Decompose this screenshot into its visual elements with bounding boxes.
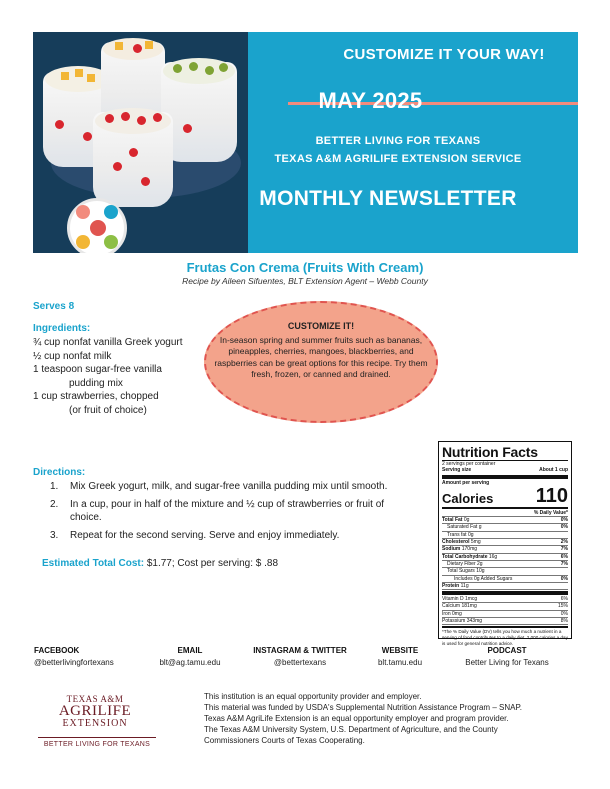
contact-instagram-twitter: INSTAGRAM & TWITTER @bettertexans [240,646,360,667]
nutrient-row: Includes 0g Added Sugars 0% [442,576,568,583]
direction-step: 2. In a cup, pour in half of the mixture and ½ cup of strawberries or fruit of choice. [50,499,385,523]
customize-callout-text: In-season spring and summer fruits such as bananas, pineapples, cherries, mangoes, blackberries, and raspberries can be great options for this recipe. Try them fresh, frozen, or canned and drained. [214,334,428,379]
nutrient-row: Saturated Fat g 0% [442,524,568,531]
ingredient-item: 1 cup strawberries, chopped [33,391,159,402]
directions-heading: Directions: [33,467,86,478]
direction-step: 1. Mix Greek yogurt, milk, and sugar-free vanilla pudding mix until smooth. [50,481,388,492]
ingredient-item: 1 teaspoon sugar-free vanilla [33,364,162,375]
nutrient-row: Protein 11g [442,583,568,590]
contact-facebook: FACEBOOK @betterlivingfortexans [34,646,144,667]
nutrient-row: Cholesterol 5mg 2% [442,539,568,546]
disclaimer-line: The Texas A&M University System, U.S. Department of Agriculture, and the County [204,725,498,734]
vitamin-row: Calcium 181mg 15% [442,603,568,610]
cost-label: Estimated Total Cost: [42,558,145,569]
customize-callout-heading: CUSTOMIZE IT! [287,321,355,331]
ingredients-heading: Ingredients: [33,323,91,334]
contact-podcast: PODCAST Better Living for Texans [447,646,567,667]
daily-value-label: % Daily Value* [442,510,568,517]
newsletter-heading: MONTHLY NEWSLETTER [259,187,517,210]
contact-email: EMAIL blt@ag.tamu.edu [150,646,230,667]
podcast-link[interactable]: Better Living for Texans [465,658,549,667]
disclaimer [204,691,584,746]
website-link[interactable]: blt.tamu.edu [377,658,423,667]
month-heading: MAY 2025 [318,88,423,113]
nutrient-row: Dietary Fiber 2g 7% [442,561,568,568]
ingredients-list [33,336,183,417]
vitamin-row: Vitamin D 1mcg 6% [442,596,568,603]
customize-heading: CUSTOMIZE IT YOUR WAY! [343,46,545,63]
nutrition-title: Nutrition Facts [442,444,538,460]
recipe-title: Frutas Con Crema (Fruits With Cream) [186,260,424,275]
ingredient-item: (or fruit of choice) [69,404,147,416]
amount-per-serving: Amount per serving [442,479,490,486]
ingredient-item: pudding mix [69,377,123,389]
estimated-cost [42,558,278,569]
disclaimer-line: Commissioners Courts of Texas Cooperating. [204,736,365,745]
serves-label: Serves 8 [33,301,75,312]
nutrition-footnote: *The % Daily Value (DV) tells you how much a nutrient in a serving of food contributes to a daily diet. 2,000 calories a day is used for general nutrition advice. [442,629,568,646]
nutrition-facts-panel [438,441,572,646]
directions-list [50,480,410,547]
nutrient-row: Total Fat 0g 0% [442,517,568,524]
calories-value: 110 [535,484,568,507]
vitamin-rows [442,596,568,625]
direction-step: 3. Repeat for the second serving. Serve and enjoy immediately. [50,530,340,541]
cost-value: $1.77; Cost per serving: $ .88 [146,558,279,569]
nutrient-row: Trans fat 0g [442,532,568,539]
vitamin-row: Potassium 343mg 8% [442,618,568,625]
blt-logo-icon [67,198,127,253]
ingredient-item: ¾ cup nonfat vanilla Greek yogurt [33,337,183,348]
logo-tagline: BETTER LIVING FOR TEXANS [38,737,156,748]
org-line-1: BETTER LIVING FOR TEXANS [315,135,481,147]
recipe-byline: Recipe by Aileen Sifuentes, BLT Extension Agent – Webb County [182,276,428,286]
fruit-cups-photo [33,32,248,253]
customize-callout [214,321,428,381]
org-line-2: TEXAS A&M AGRILIFE EXTENSION SERVICE [274,153,522,165]
header-banner [33,32,578,253]
contact-website: WEBSITE blt.tamu.edu [365,646,435,667]
disclaimer-line: This material was funded by USDA's Supplemental Nutrition Assistance Program – SNAP. [204,703,522,712]
nutrient-row: Total Sugars 10g [442,568,568,575]
banner-frame [288,102,578,253]
vitamin-row: Iron 0mg 0% [442,610,568,617]
email-link[interactable]: blt@ag.tamu.edu [159,658,221,667]
facebook-handle[interactable]: @betterlivingfortexans [34,658,114,667]
agrilife-logo: TEXAS A&M AGRILIFE EXTENSION [58,694,132,729]
serving-size-label: Serving size [442,467,472,474]
nutrient-rows [442,517,568,590]
servings-per-container: 2 servings per container [442,461,496,467]
serving-size-value: About 1 cup [539,467,568,474]
disclaimer-line: Texas A&M AgriLife Extension is an equal opportunity employer and program provider. [204,714,509,723]
nutrient-row: Sodium 170mg 7% [442,546,568,553]
ingredient-item: ½ cup nonfat milk [33,350,112,362]
nutrient-row: Total Carbohydrate 16g 6% [442,553,568,560]
instagram-twitter-handle[interactable]: @bettertexans [273,658,327,667]
calories-label: Calories [442,490,494,506]
disclaimer-line: This institution is an equal opportunity provider and employer. [204,692,422,701]
